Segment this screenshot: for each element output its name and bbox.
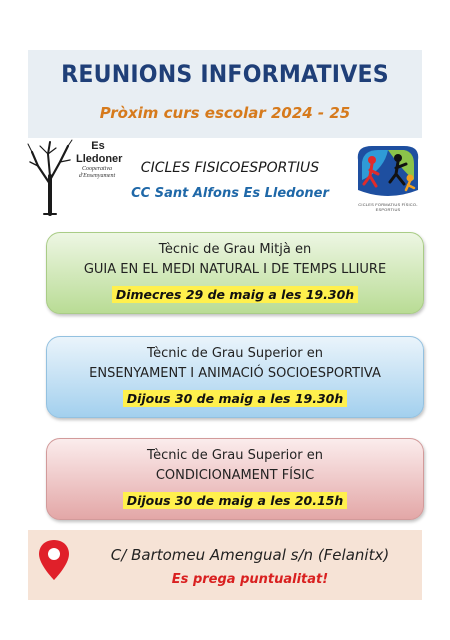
page-title: REUNIONS INFORMATIVES bbox=[61, 60, 389, 88]
course-date: Dimecres 29 de maig a les 19.30h bbox=[112, 286, 358, 303]
course-card-condicionament bbox=[46, 438, 424, 520]
course-name: GUIA EN EL MEDI NATURAL I DE TEMPS LLIURE bbox=[83, 262, 387, 277]
location-pin-icon bbox=[36, 538, 72, 582]
course-level: Tècnic de Grau Mitjà en bbox=[158, 242, 312, 257]
course-level: Tècnic de Grau Superior en bbox=[147, 346, 323, 361]
logo-name: Es Lledoner bbox=[76, 140, 123, 165]
logo-caption: CICLES FORMATIUS FÍSICO-ESPORTIUS bbox=[358, 202, 418, 212]
page-subtitle: Pròxim curs escolar 2024 - 25 bbox=[99, 104, 351, 122]
address-text: C/ Bartomeu Amengual s/n (Felanitx) bbox=[110, 546, 390, 564]
header-banner bbox=[28, 50, 422, 138]
es-lledoner-logo bbox=[26, 136, 123, 216]
logo-sub: Cooperativa d'Ensenyament bbox=[78, 166, 116, 179]
course-name: ENSENYAMENT I ANIMACIÓ SOCIOESPORTIVA bbox=[89, 366, 381, 381]
course-date: Dijous 30 de maig a les 20.15h bbox=[123, 492, 348, 509]
course-date: Dijous 30 de maig a les 19.30h bbox=[123, 390, 348, 407]
course-card-medi-natural bbox=[46, 232, 424, 314]
footer-location bbox=[28, 530, 422, 600]
cicles-logo bbox=[348, 140, 428, 215]
school-name: CC Sant Alfons Es Lledoner bbox=[131, 186, 329, 201]
sports-figures-logo-icon bbox=[348, 140, 428, 202]
course-card-animacio bbox=[46, 336, 424, 418]
program-title: CICLES FISICOESPORTIUS bbox=[140, 160, 320, 176]
course-level: Tècnic de Grau Superior en bbox=[147, 448, 323, 463]
punctuality-note: Es prega puntualitat! bbox=[171, 572, 329, 587]
course-name: CONDICIONAMENT FÍSIC bbox=[155, 468, 315, 483]
tree-logo-icon bbox=[26, 136, 76, 216]
